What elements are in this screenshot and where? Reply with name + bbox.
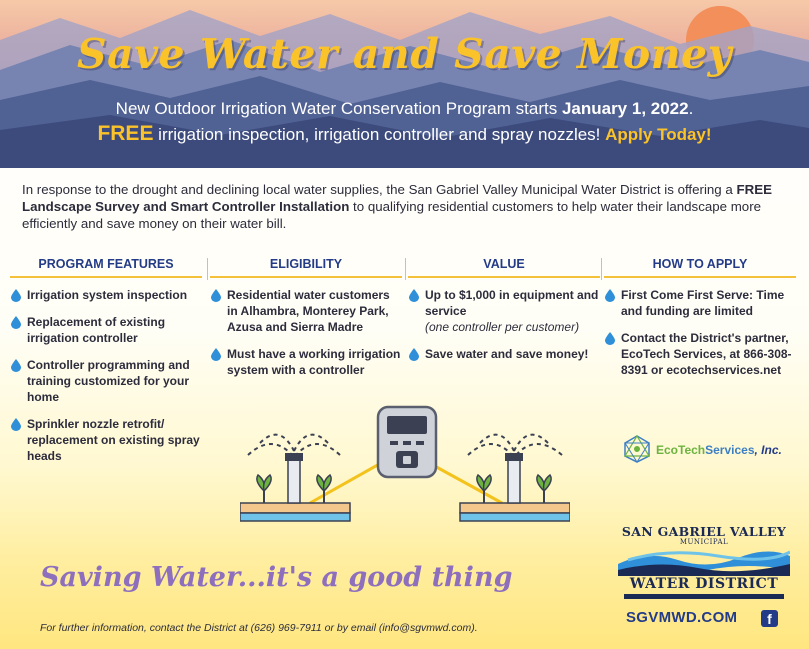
intro-text-2: to qualifying residential customers to help water their landscape more efficiently and save money on their water bill. [22,199,762,231]
program-features-heading: PROGRAM FEATURES [38,257,174,271]
water-drop-icon [11,418,21,431]
ecotech-globe-icon [622,434,652,464]
value-list [408,287,600,373]
eligibility-list [210,287,402,389]
value-note: (one controller per customer) [425,320,580,334]
water-drop-icon [211,348,221,361]
list-item [210,346,402,378]
district-logo [618,524,790,602]
program-features-list [10,287,202,475]
column-rule [10,276,202,278]
list-item-text: Controller programming and training customized for your home [27,358,190,404]
list-item [10,287,202,303]
water-drop-icon [11,289,21,302]
water-drop-icon [409,289,419,302]
column-rule [210,276,402,278]
free-label: FREE [97,122,154,145]
ecotech-inc: , Inc. [754,443,782,457]
waves-icon [618,546,790,578]
list-item-text: Replacement of existing irrigation controller [27,315,166,345]
website-link[interactable]: SGVMWD.COM [626,609,738,626]
eligibility-heading: ELIGIBILITY [269,257,343,271]
program-start-date: January 1, 2022 [561,99,689,118]
water-drop-icon [409,348,419,361]
intro-text-1: In response to the drought and declining local water supplies, the San Gabriel Valley Municipal Water District is offering a [22,182,737,197]
water-drop-icon [11,359,21,372]
list-item-text: Up to $1,000 in equipment and service [425,288,599,318]
hero-banner [0,0,809,168]
list-item-text: First Come First Serve: Time and funding are limited [621,288,785,318]
sprinkler-left-icon [240,435,350,521]
ecotech-logo [622,434,792,466]
column-divider [207,258,208,280]
how-to-apply-heading: HOW TO APPLY [652,257,748,271]
program-start-period: . [688,99,694,118]
ecotech-eco: EcoTech [656,443,706,457]
irrigation-controller-icon [378,407,436,477]
program-start-text: New Outdoor Irrigation Water Conservation Program starts [115,99,562,118]
column-rule [408,276,600,278]
how-to-apply-list [604,287,796,389]
water-drop-icon [605,289,615,302]
list-item [210,287,402,335]
water-drop-icon [605,332,615,345]
list-item [408,346,600,362]
list-item-text: Must have a working irrigation system with a controller [227,347,401,377]
intro-paragraph [22,181,792,232]
water-drop-icon [211,289,221,302]
contact-info: For further information, contact the District at (626) 969-7911 or by email (info@sgvmwd.com). [40,622,478,634]
column-divider [601,258,602,280]
logo-top-text: SAN GABRIEL VALLEY [621,524,787,539]
list-item-text: Irrigation system inspection [27,288,188,302]
facebook-icon[interactable]: f [761,610,778,627]
logo-sub-text: MUNICIPAL [679,538,729,546]
logo-rule [624,594,784,599]
list-item-text: Residential water customers in Alhambra, Monterey Park, Azusa and Sierra Madre [227,288,390,334]
value-heading: VALUE [483,257,525,271]
free-offer-text: irrigation inspection, irrigation controller and spray nozzles! [153,125,606,144]
intro-bold: FREE Landscape Survey and Smart Controller Installation [22,182,772,214]
list-item [604,287,796,319]
ecotech-services: Services [705,443,755,457]
apply-today-text: Apply Today! [605,125,712,144]
list-item [408,287,600,335]
program-features-column [10,256,202,463]
program-start-line [0,99,809,119]
list-item [10,416,202,464]
ecotech-wordmark [656,443,782,457]
column-divider [405,258,406,280]
list-item [10,314,202,346]
headline: Save Water and Save Money [77,30,732,78]
value-column [408,256,600,361]
water-drop-icon [11,316,21,329]
irrigation-illustration [240,403,570,533]
sprinkler-right-icon [460,435,570,521]
list-item [604,330,796,378]
column-rule [604,276,796,278]
free-offer-line [0,122,809,146]
list-item-text: Contact the District's partner, EcoTech Services, at 866-308-8391 or ecotechservices.net [621,331,792,377]
logo-bottom-text: WATER DISTRICT [629,576,779,592]
tagline: Saving Water...it's a good thing [40,562,513,593]
list-item [10,357,202,405]
list-item-text: Save water and save money! [425,347,589,361]
eligibility-column [210,256,402,377]
how-to-apply-column [604,256,796,377]
list-item-text: Sprinkler nozzle retrofit/ replacement on existing spray heads [27,417,200,463]
